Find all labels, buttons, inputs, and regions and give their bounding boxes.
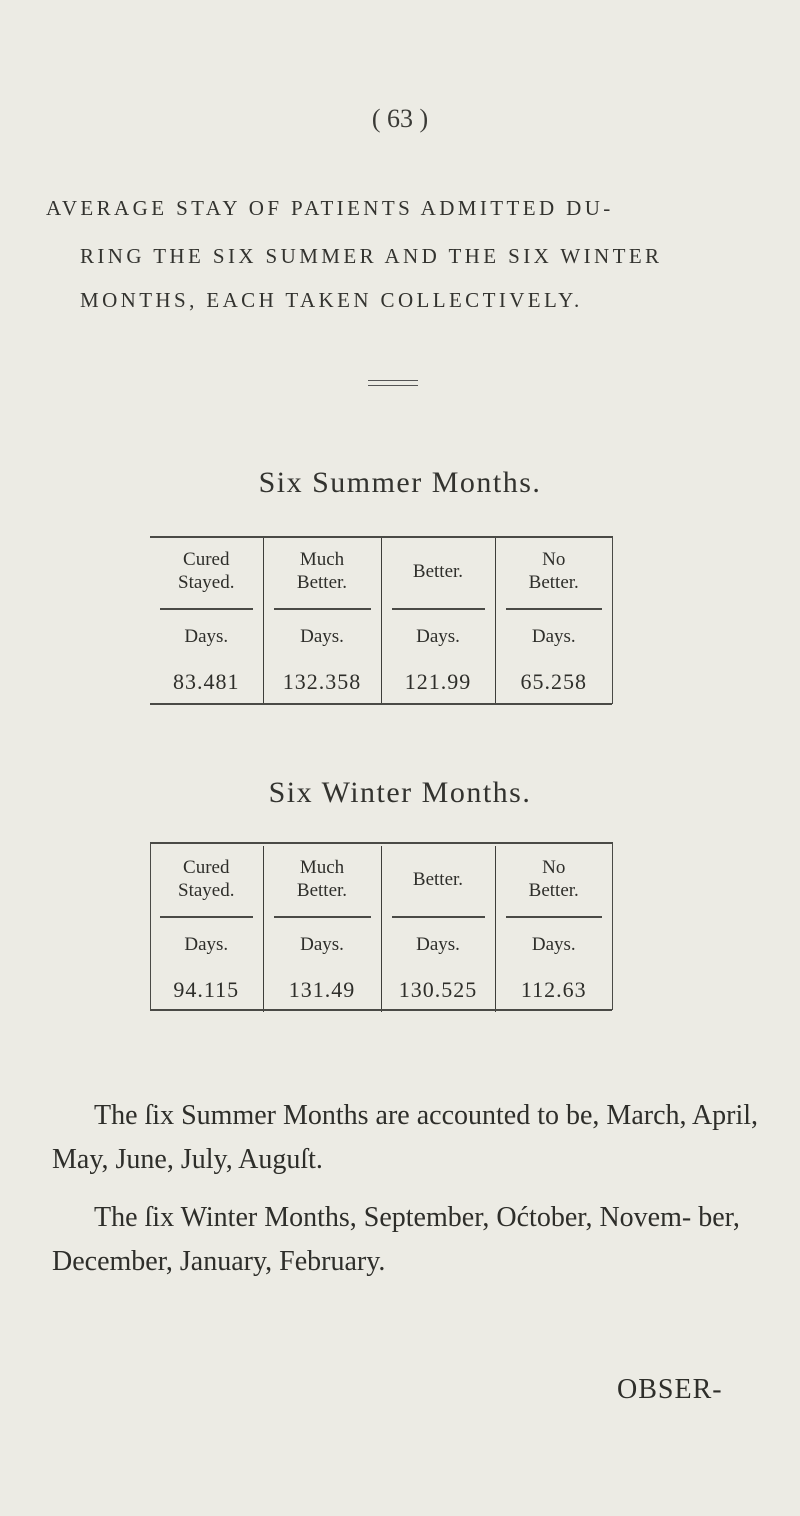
winter-months-note: The ſix Winter Months, September, Oćtober, Novem- ber, December, January, February. xyxy=(52,1202,740,1277)
header-cell: No Better. xyxy=(495,846,612,912)
divider-rule xyxy=(368,380,418,381)
header-cell: Cured Stayed. xyxy=(178,857,235,901)
summer-table xyxy=(150,538,612,704)
page-number: ( 63 ) xyxy=(371,104,429,133)
winter-values-row xyxy=(150,968,612,1012)
value-cell: 65.258 xyxy=(495,660,612,704)
heading-line-2: RING THE SIX SUMMER AND THE SIX WINTER xyxy=(80,244,663,268)
summer-title: Six Summer Months. xyxy=(258,466,542,499)
header-cell: Better. xyxy=(381,846,495,912)
winter-table-right-rule xyxy=(612,842,613,1010)
header-cell: No Better. xyxy=(495,538,612,604)
separator-row xyxy=(150,604,612,614)
winter-title: Six Winter Months. xyxy=(268,776,532,809)
value-cell: 132.358 xyxy=(263,660,381,704)
value-cell: 112.63 xyxy=(495,968,612,1012)
header-cell: Much Better. xyxy=(263,846,381,912)
heading-line-3: MONTHS, EACH TAKEN COLLECTIVELY. xyxy=(80,288,583,312)
header-cell: Much Better. xyxy=(263,538,381,604)
winter-table-bottom-rule xyxy=(150,1009,612,1011)
summer-units-row xyxy=(150,614,612,660)
header-cell: Cured Stayed. xyxy=(178,549,235,593)
summer-table-right-rule xyxy=(612,536,613,704)
value-cell: 94.115 xyxy=(173,977,240,1002)
unit-cell: Days. xyxy=(184,934,229,955)
heading-line-1: AVERAGE STAY OF PATIENTS ADMITTED DU- xyxy=(46,196,614,220)
winter-header-row xyxy=(150,846,612,912)
header-cell: Better. xyxy=(381,538,495,604)
winter-table-top-rule xyxy=(150,842,612,844)
divider-rule-thick xyxy=(368,385,418,386)
value-cell: 131.49 xyxy=(263,968,381,1012)
separator-row xyxy=(150,912,612,922)
value-cell: 121.99 xyxy=(381,660,495,704)
value-cell: 130.525 xyxy=(381,968,495,1012)
winter-table xyxy=(150,846,612,1012)
summer-table-bottom-rule xyxy=(150,703,612,705)
catchword: OBSER- xyxy=(617,1374,723,1405)
summer-header-row xyxy=(150,538,612,604)
unit-cell: Days. xyxy=(495,614,612,660)
unit-cell: Days. xyxy=(263,922,381,968)
unit-cell: Days. xyxy=(495,922,612,968)
summer-months-note: The ſix Summer Months are accounted to be, March, April, May, June, July, Auguſt. xyxy=(52,1100,759,1175)
value-cell: 83.481 xyxy=(173,669,240,694)
winter-units-row xyxy=(150,922,612,968)
unit-cell: Days. xyxy=(263,614,381,660)
unit-cell: Days. xyxy=(381,922,495,968)
summer-values-row xyxy=(150,660,612,704)
unit-cell: Days. xyxy=(381,614,495,660)
unit-cell: Days. xyxy=(184,626,229,647)
